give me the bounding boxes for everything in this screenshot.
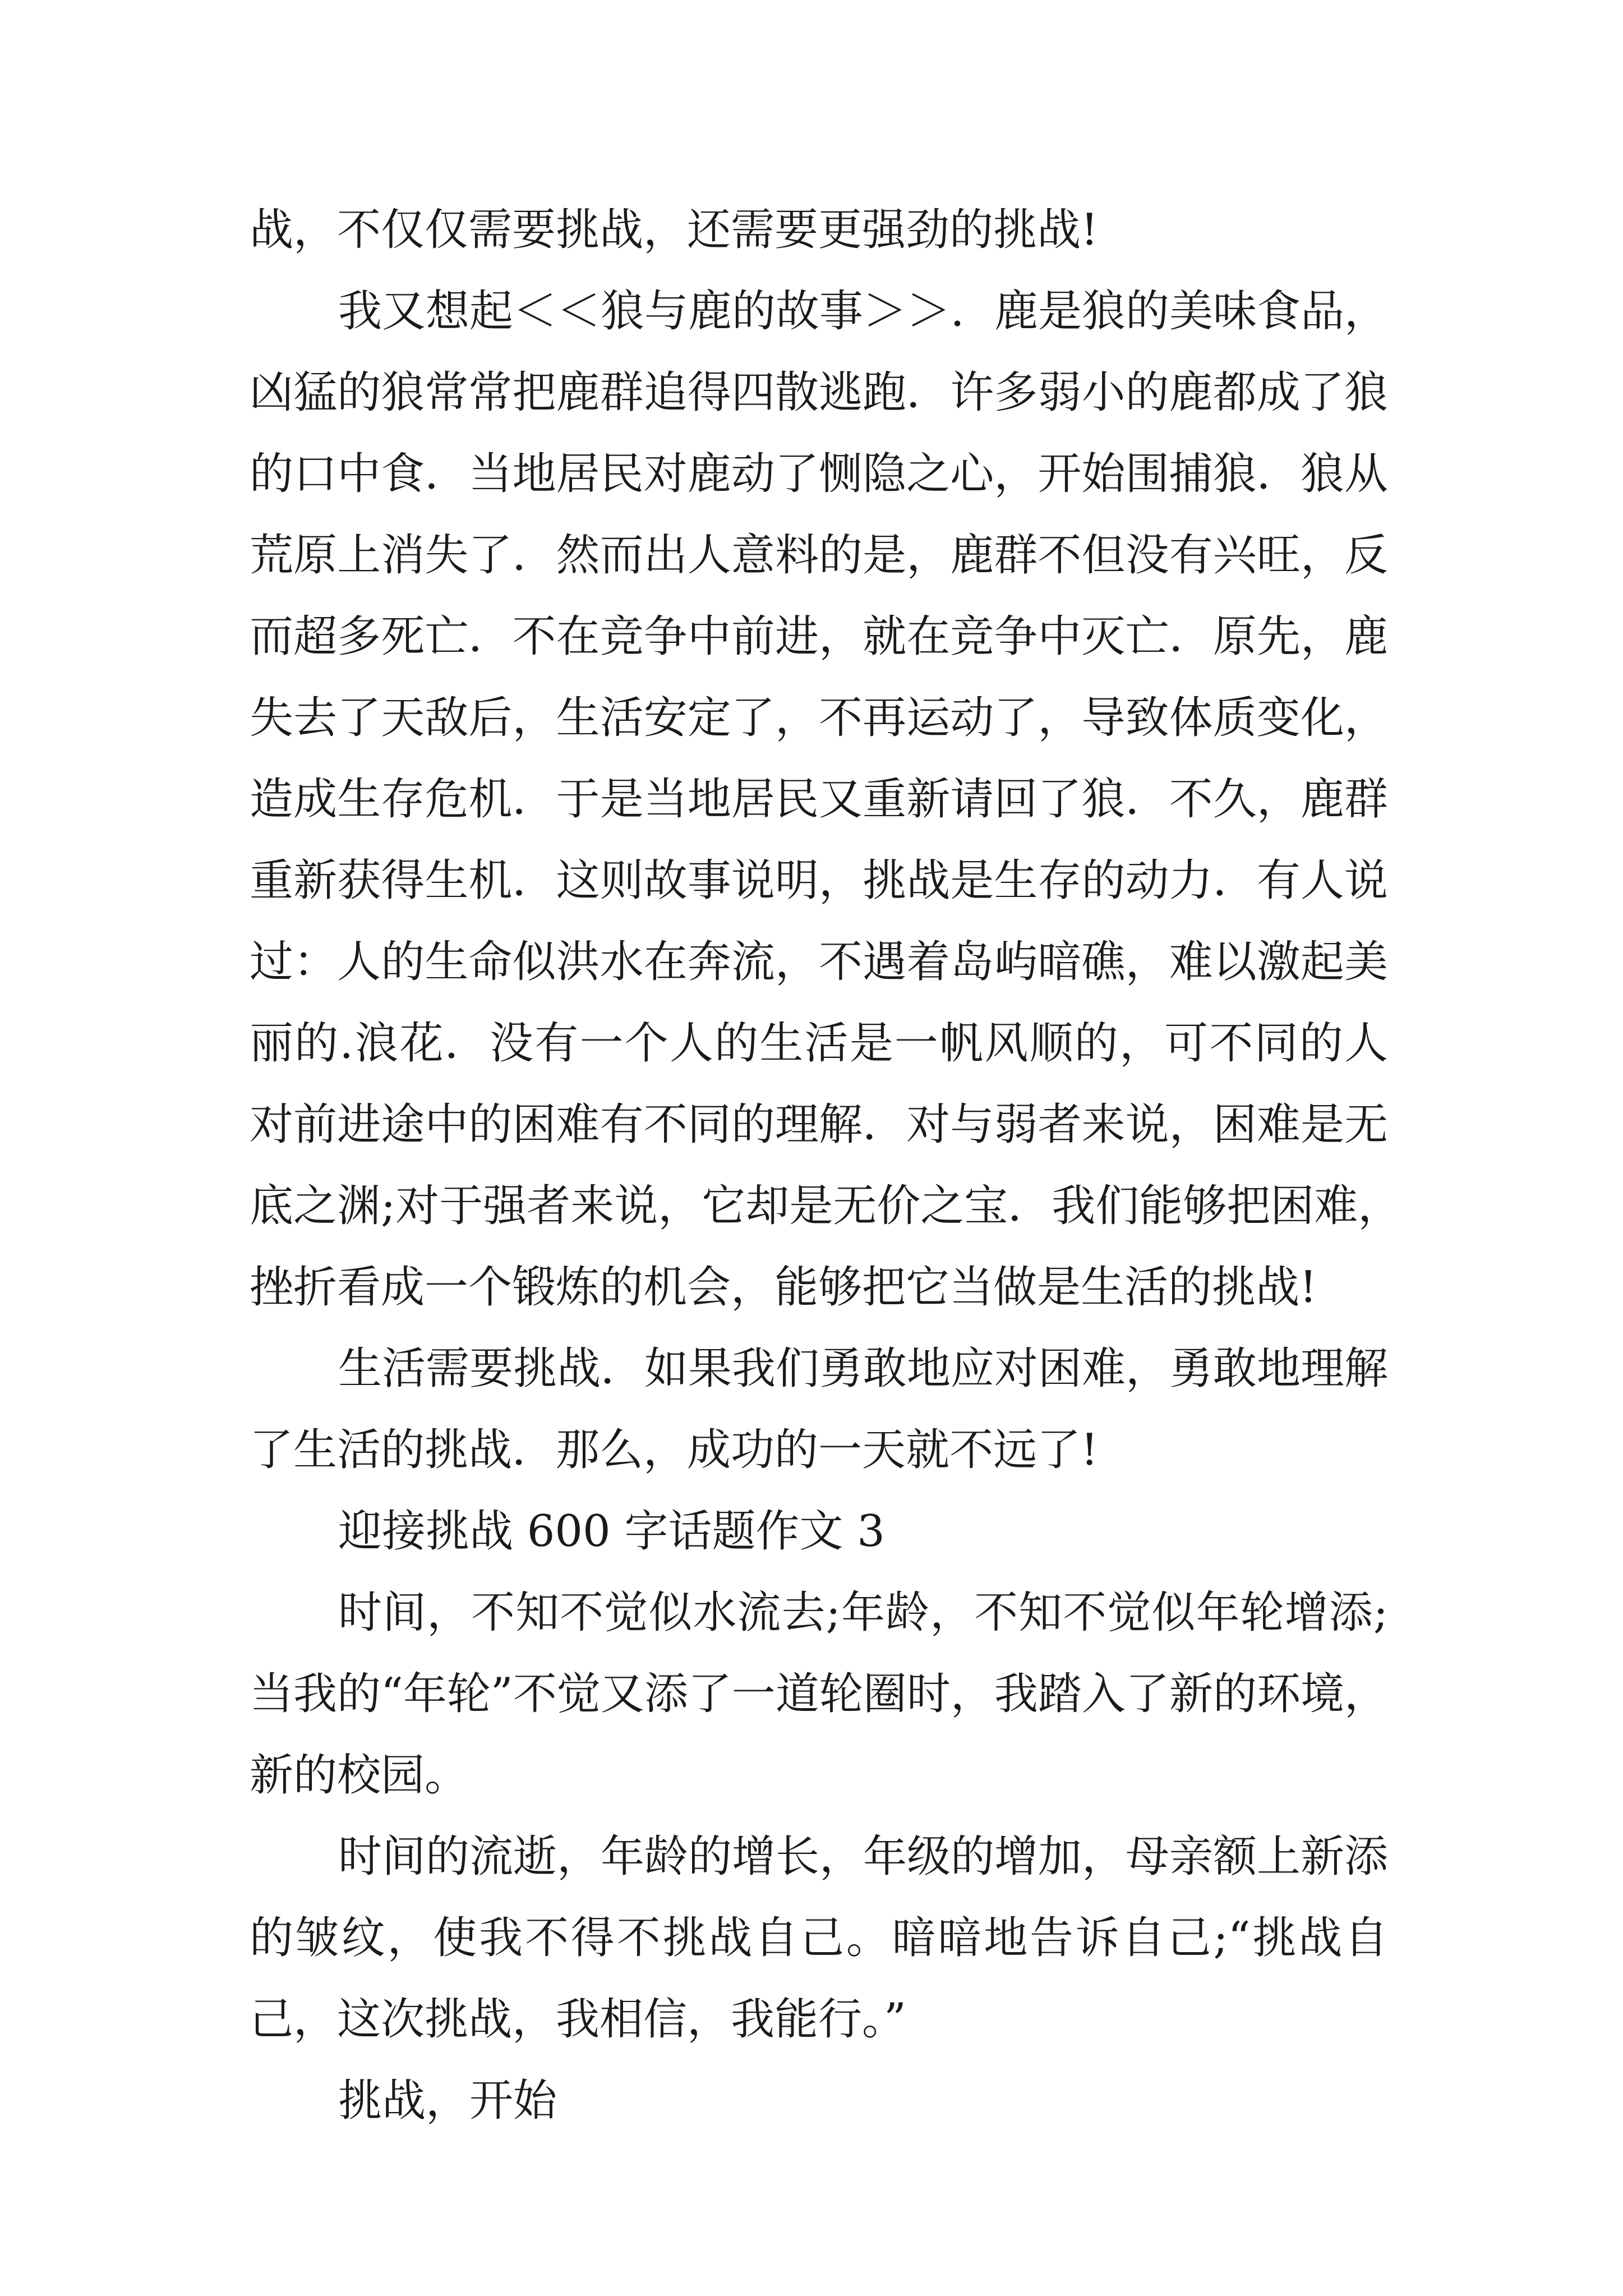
text-line: 当我的“年轮”不觉又添了一道轮圈时，我踏入了新的环境， (250, 1669, 1388, 1719)
section-heading: 迎接挑战 600 字话题作文 3 (338, 1506, 885, 1557)
text-line: 而超多死亡．不在竞争中前进，就在竞争中灭亡．原先，鹿 (250, 611, 1388, 662)
text-line: 荒原上消失了．然而出人意料的是，鹿群不但没有兴旺，反 (250, 530, 1388, 581)
text-line: 过：人的生命似洪水在奔流，不遇着岛屿暗礁，难以激起美 (250, 937, 1388, 987)
text-line: 新的校园。 (250, 1750, 469, 1801)
paragraph-start-line: 挑战，开始 (338, 2076, 557, 2126)
text-line: 的口中食．当地居民对鹿动了恻隐之心，开始围捕狼．狼从 (250, 449, 1388, 499)
text-line: 对前进途中的困难有不同的理解．对与弱者来说，困难是无 (250, 1099, 1388, 1150)
text-line: 了生活的挑战．那么，成功的一天就不远了! (250, 1425, 1099, 1475)
text-line: 底之渊;对于强者来说，它却是无价之宝．我们能够把困难， (250, 1181, 1402, 1231)
paragraph-start-line: 生活需要挑战．如果我们勇敢地应对困难，勇敢地理解 (338, 1343, 1389, 1394)
text-line: 重新获得生机．这则故事说明，挑战是生存的动力．有人说 (250, 855, 1388, 906)
text-line: 的皱纹，使我不得不挑战自己。暗暗地告诉自己;“挑战自 (250, 1913, 1388, 1963)
paragraph-start-line: 时间，不知不觉似水流去;年龄，不知不觉似年轮增添; (338, 1588, 1388, 1638)
text-line: 造成生存危机．于是当地居民又重新请回了狼．不久，鹿群 (250, 774, 1388, 825)
paragraph-start-line: 时间的流逝，年龄的增长，年级的增加，母亲额上新添 (338, 1832, 1389, 1882)
text-line: 失去了天敌后，生活安定了，不再运动了，导致体质变化， (250, 693, 1388, 743)
text-line: 己，这次挑战，我相信，我能行。” (250, 1994, 906, 2045)
text-line: 丽的.浪花．没有一个人的生活是一帆风顺的，可不同的人 (250, 1018, 1388, 1069)
text-line: 战，不仅仅需要挑战，还需要更强劲的挑战! (250, 205, 1099, 255)
text-line: 凶猛的狼常常把鹿群追得四散逃跑．许多弱小的鹿都成了狼 (250, 367, 1388, 418)
paragraph-start-line: 我又想起＜＜狼与鹿的故事＞＞．鹿是狼的美味食品， (338, 286, 1389, 337)
text-line: 挫折看成一个锻炼的机会，能够把它当做是生活的挑战! (250, 1262, 1317, 1313)
